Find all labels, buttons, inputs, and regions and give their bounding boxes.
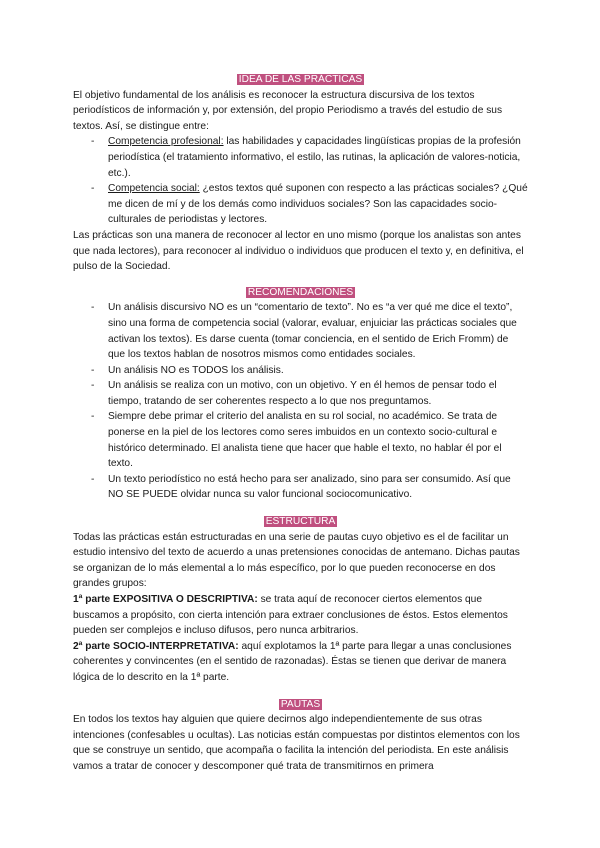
section-heading-pautas: PAUTAS (280, 698, 321, 710)
idea-outro: Las prácticas son una manera de reconocer al lector en uno mismo (porque los analistas son antes que nada lectores), para reconocer al individuo o individuos que producen el texto y, en definitiva, el pulso de la Sociedad. (73, 229, 524, 273)
term-competencia-profesional: Competencia profesional: (108, 136, 224, 148)
list-item: - Un análisis discursivo NO es un “comentario de texto”. No es “a ver qué me dice el texto”, sino una forma de competencia social (valorar, evaluar, enjuiciar las prácticas sociales que activan los textos). Es darse cuenta (tomar conciencia, en el sentido de Erich Fromm) de que los textos hablan de nosotros mismos como entidades sociales. (73, 300, 528, 362)
list-item: - Competencia social: ¿estos textos qué suponen con respecto a las prácticas sociales? ¿Qué me dicen de mí y de los demás como individuos sociales? Son las capacidades socio-culturales de periodistas y lectores. (73, 181, 528, 228)
part1-label: 1ª parte EXPOSITIVA O DESCRIPTIVA: (73, 594, 258, 605)
section-heading-estructura: ESTRUCTURA (265, 516, 336, 528)
document-page (73, 72, 528, 775)
estructura-part2: 2ª parte SOCIO-INTERPRETATIVA: aquí explotamos la 1ª parte para llegar a unas conclusiones coherentes y convincentes (en el sentido de razonadas). Éstas se tienen que derivar de manera lógica de lo descrito en la 1ª parte. (73, 640, 512, 683)
recomendaciones-list (73, 300, 528, 503)
list-item: - Siempre debe primar el criterio del analista en su rol social, no académico. Se trata de ponerse en la piel de los lectores como seres imbuidos en un contexto socio-cultural e histórico determinado. El analista tiene que hacer que hable el texto, no hablar él por el texto. (73, 409, 528, 471)
idea-intro: El objetivo fundamental de los análisis es reconocer la estructura discursiva de los textos periodísticos de información y, por extensión, del propio Periodismo a través del estudio de sus textos. Así, se distingue entre: (73, 89, 503, 132)
part2-label: 2ª parte SOCIO-INTERPRETATIVA: (73, 640, 239, 652)
estructura-part1: 1ª parte EXPOSITIVA O DESCRIPTIVA: se trata aquí de reconocer ciertos elementos que buscamos a propósito, con cierta intención para extraer conclusiones de éstos. Estos elementos pueden ser complejos e incluso difusos, pero nunca arbitrarios. (73, 594, 508, 637)
section-heading-idea: IDEA DE LAS PRÁCTICAS (238, 74, 363, 85)
list-item: - Un análisis NO es TODOS los análisis. (73, 363, 528, 379)
idea-list (73, 134, 528, 228)
list-item: - Un análisis se realiza con un motivo, con un objetivo. Y en él hemos de pensar todo el tiempo, tratando de ser coherentes respecto a lo que nos preguntamos. (73, 378, 528, 409)
list-item: - Un texto periodístico no está hecho para ser analizado, sino para ser consumido. Así que NO SE PUEDE olvidar nunca su valor funcional sociocomunicativo. (73, 472, 528, 503)
pautas-text: En todos los textos hay alguien que quiere decirnos algo independientemente de sus otras intenciones (confesables u ocultas). Las noticias están compuestas por distintos elementos con los que se construye un sentido, que acompaña o facilita la intención del periodista. En este análisis vamos a tratar de conocer y descomponer qué trata de transmitirnos en primera (73, 714, 520, 772)
term-competencia-social: Competencia social: (108, 183, 200, 195)
estructura-intro: Todas las prácticas están estructuradas en una serie de pautas cuyo objetivo es el de facilitar un estudio intensivo del texto de acuerdo a unas pretensiones conocidas de antemano. Dichas pautas se organizan de lo más elemental a lo más específico, por lo que pueden reconocerse en dos grandes grupos: (73, 531, 520, 590)
list-item: - Competencia profesional: las habilidades y capacidades lingüísticas propias de la profesión periodística (el tratamiento informativo, el estilo, las rutinas, la aplicación de valores-noticia, etc.). (73, 134, 528, 181)
section-heading-recomendaciones: RECOMENDACIONES (247, 286, 354, 298)
